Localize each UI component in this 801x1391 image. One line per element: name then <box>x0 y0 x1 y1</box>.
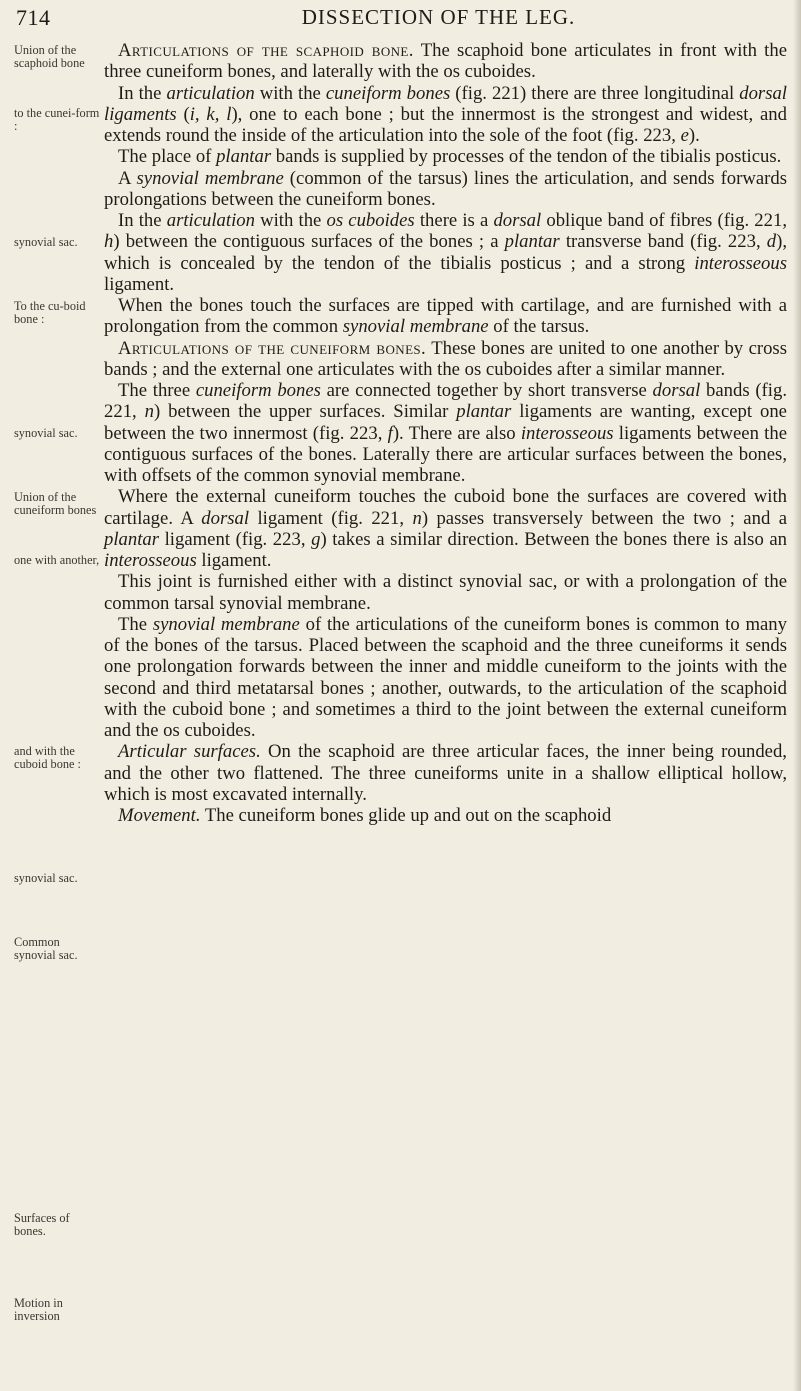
page-edge-shadow <box>793 0 801 1391</box>
paragraph-text: transverse band (fig. 223, <box>559 231 767 253</box>
paragraph-text: The cuneiform bones glide up and out on the scaphoid <box>200 805 612 826</box>
paragraph-text: there is a <box>414 210 494 231</box>
paragraph-text: ligament. <box>196 550 272 571</box>
paragraph-text: In the <box>118 210 167 231</box>
paragraph-text: synovial membrane <box>152 613 300 635</box>
paragraph <box>104 614 787 742</box>
paragraph-text: d <box>766 231 777 253</box>
paragraph-text: oblique band of fibres (fig. 221, <box>541 210 788 231</box>
paragraph-text: The scaphoid bone articulates in front with the three cuneiform bones, and laterally with the os cuboides. <box>104 40 788 83</box>
paragraph-text: ) between the upper surfaces. Similar <box>153 401 457 423</box>
paragraph-text: cuneiform bones <box>325 82 451 104</box>
paragraph-text: cuneiform bones <box>195 380 321 401</box>
paragraph-text: ) between the contiguous surfaces of the bones ; a <box>113 231 505 253</box>
page-header <box>16 0 791 40</box>
section-heading: Articulations of the cuneiform bones. <box>118 337 427 359</box>
page-number: 714 <box>16 5 51 30</box>
paragraph-text: ), which is concealed by the tendon of the tibialis posticus ; and a strong <box>104 231 788 274</box>
running-head: DISSECTION OF THE LEG. <box>301 5 576 29</box>
paragraph-text: (fig. 221) there are three longitudinal <box>450 82 740 104</box>
paragraph <box>104 338 787 381</box>
paragraph-text: plantar <box>104 528 160 550</box>
paragraph <box>104 805 787 826</box>
body-text <box>104 40 787 826</box>
paragraph <box>104 571 787 614</box>
sidenote: synovial sac. <box>14 871 78 885</box>
sidenote: to the cunei-form : <box>14 106 100 133</box>
paragraph <box>104 210 787 295</box>
paragraph-text: plantar <box>456 401 512 423</box>
paragraph-text: ), one to each bone ; but the innermost is the strongest and widest, and extends round the inside of the articulation into the sole of the foot (fig. 223, <box>104 103 787 146</box>
paragraph-text: In the <box>118 82 167 104</box>
paragraph-text: with the <box>254 210 327 231</box>
sidenote: and with the cuboid bone : <box>14 744 81 771</box>
paragraph <box>104 295 787 338</box>
section-heading: Articulations of the scaphoid bone. <box>118 40 414 61</box>
paragraph-text: synovial membrane <box>136 167 284 189</box>
paragraph-text: When the bones touch the surfaces are tipped with cartilage, and are furnished with a prolongation from the common <box>104 295 787 338</box>
sidenote: one with another, <box>14 553 100 567</box>
paragraph-text: The place of <box>118 146 217 168</box>
paragraph-text: articulation <box>166 82 255 104</box>
paragraph-text: ligament (fig. 221, <box>249 507 413 529</box>
paragraph <box>104 83 787 147</box>
paragraph-text: These bones are united to one another by cross bands ; and the external one articulates with the os cuboides after a similar manner. <box>104 337 787 380</box>
paragraph-text: f <box>387 422 393 444</box>
paragraph-text: A <box>118 167 137 189</box>
paragraph-text: ). <box>688 125 700 146</box>
paragraph-text: This joint is furnished either with a distinct synovial sac, or with a prolongation of the common tarsal synovial membrane. <box>104 571 787 614</box>
paragraph-text: bands (fig. 221, <box>104 380 787 423</box>
sidenote: To the cu-boid bone : <box>14 299 86 326</box>
paragraph-text: g <box>311 528 321 550</box>
paragraph-text: ligament (fig. 223, <box>159 528 312 550</box>
paragraph-text: plantar <box>504 231 560 253</box>
sidenote: synovial sac. <box>14 235 78 249</box>
paragraph-text: ) takes a similar direction. Between the bones there is also an <box>320 528 787 550</box>
paragraph-text: of the tarsus. <box>488 316 590 338</box>
paragraph-text: The <box>118 613 153 635</box>
paragraph-text: dorsal ligaments <box>104 82 788 125</box>
paragraph-text: are connected together by short transverse <box>320 380 653 401</box>
paragraph <box>104 40 787 83</box>
paragraph <box>104 380 787 486</box>
sidenote: synovial sac. <box>14 426 78 440</box>
sidenote: Common synovial sac. <box>14 935 78 962</box>
paragraph-text: dorsal <box>201 507 250 529</box>
paragraph <box>104 741 787 805</box>
paragraph-text: ligaments between the contiguous surfaces of the bones. Laterally there are articular surfaces between the bones, with offsets of the common synovial membrane. <box>104 422 788 486</box>
paragraph-text: synovial membrane <box>342 316 489 338</box>
sidenote: Motion in inversion <box>14 1296 63 1323</box>
paragraph-text: On the scaphoid are three articular faces, the inner being rounded, and the other two flattened. The three cuneiforms unite in a shallow elliptical hollow, which is most excavated internally. <box>104 741 787 805</box>
paragraph-text: The three <box>118 380 196 401</box>
paragraph-text: ligaments are wanting, except one between the two innermost (fig. 223, <box>104 401 787 444</box>
paragraph-text: bands is supplied by processes of the tendon of the tibialis posticus. <box>271 146 782 168</box>
paragraph-text: interosseous <box>520 422 614 444</box>
paragraph-text: dorsal <box>493 210 542 231</box>
paragraph <box>104 168 787 211</box>
paragraph-text: with the <box>254 82 326 104</box>
paragraph-text: e <box>680 125 689 146</box>
paragraph-text: i, k, l <box>189 103 232 125</box>
sidenote: Union of the cuneiform bones <box>14 490 97 517</box>
paragraph-text: (common of the tarsus) lines the articulation, and sends forwards prolongations between the cuneiform bones. <box>104 167 787 210</box>
paragraph-text: Movement. <box>118 805 201 826</box>
paragraph <box>104 146 787 167</box>
paragraph-text: Where the external cuneiform touches the cuboid bone the surfaces are covered with cartilage. A <box>104 486 787 529</box>
sidenote: Union of the scaphoid bone <box>14 43 85 70</box>
sidenote: Surfaces of bones. <box>14 1211 70 1238</box>
paragraph-text: dorsal <box>652 380 701 401</box>
paragraph-text: n <box>412 507 422 529</box>
paragraph-text: interosseous <box>104 550 197 571</box>
paragraph-text: articulation <box>166 210 255 231</box>
paragraph <box>104 486 787 571</box>
paragraph-text: ). There are also <box>392 422 521 444</box>
paragraph-text: os cuboides <box>326 210 415 231</box>
paragraph-text: ( <box>176 103 190 125</box>
paragraph-text: n <box>144 401 154 423</box>
paragraph-text: ligament. <box>104 273 175 295</box>
paragraph-text: interosseous <box>694 252 787 274</box>
paragraph-text: plantar <box>216 146 272 168</box>
paragraph-text: ) passes transversely between the two ; and a <box>421 507 787 529</box>
paragraph-text: of the articulations of the cuneiform bones is common to many of the bones of the tarsus. Placed between the scaphoid and the three cuneiforms it sends one prolongation forwards between the inner and middle cuneiform to the joints with the second and third metatarsal bones ; another, outwards, to the articulation of the scaphoid with the cuboid bone ; and sometimes a third to the joint between the external cuneiform and the os cuboides. <box>104 613 787 741</box>
paragraph-text: Articular surfaces. <box>118 741 261 763</box>
paragraph-text: h <box>104 231 114 253</box>
